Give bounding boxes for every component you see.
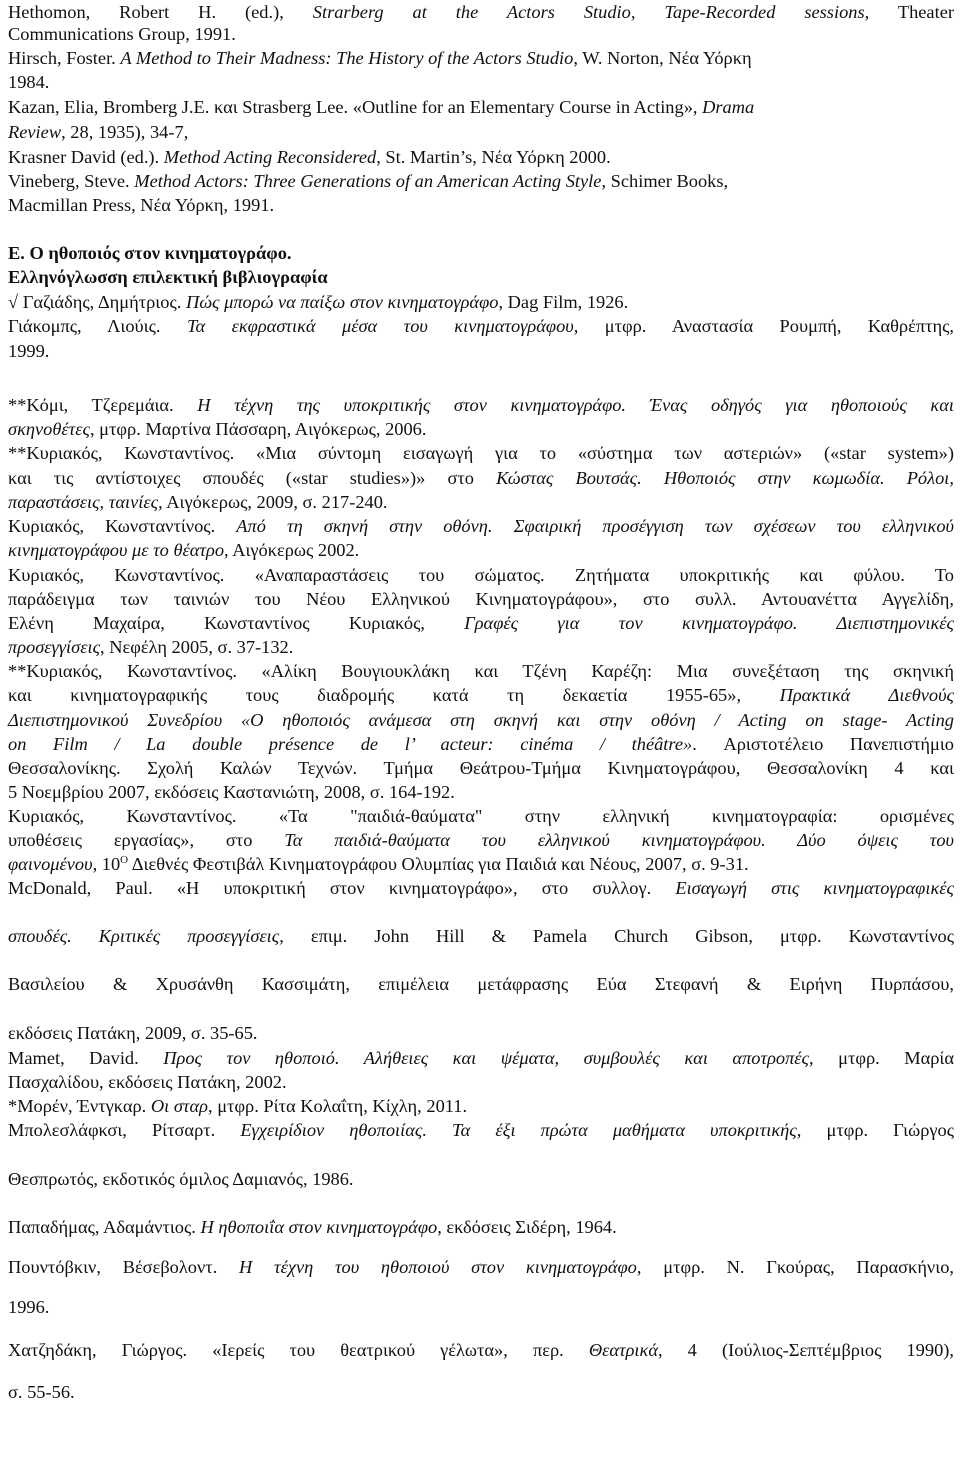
text-segment: Η τέχνη της υποκριτικής στον κινηματογράφο. Ένας οδηγός για ηθοποιούς και <box>197 395 954 415</box>
text-segment: υποθέσεις εργασίας», στο <box>8 830 285 850</box>
text-segment: Πρακτικά Διεθνούς <box>779 685 954 705</box>
text-segment: Πώς μπορώ να παίξω στον κινηματογράφο <box>185 292 499 312</box>
text-segment: , 28, 1935), 34-7, <box>61 122 189 142</box>
text-line <box>8 467 954 489</box>
text-segment: Method Actors: Three Generations of an American Acting Style <box>134 171 602 191</box>
text-segment: 1996. <box>8 1297 50 1317</box>
text-segment: , 10 <box>92 854 121 874</box>
text-segment: , 4 (Ιούλιος-Σεπτέμβριος 1990), <box>658 1340 954 1360</box>
text-line <box>8 418 426 440</box>
text-line <box>8 1381 75 1403</box>
text-segment: Krasner David (ed.). <box>8 147 164 167</box>
text-segment: 1999. <box>8 341 50 361</box>
text-segment: Drama <box>702 97 755 117</box>
text-line <box>8 612 954 634</box>
text-line <box>8 757 954 779</box>
text-segment: Θεσσαλονίκης. Σχολή Καλών Τεχνών. Τμήμα Θεάτρου-Τμήμα Κινηματογράφου, Θεσσαλονίκη 4 και <box>8 758 954 778</box>
text-segment: , μτφρ. Ν. Γκούρας, Παρασκήνιο, <box>636 1257 954 1277</box>
text-line <box>8 781 455 803</box>
text-segment: 1984. <box>8 72 50 92</box>
text-line <box>8 394 954 416</box>
text-segment: και τις αντίστοιχες σπουδές («star studies»)» στο <box>8 468 497 488</box>
text-segment: κινηματογράφου με το θέατρο <box>8 540 225 560</box>
text-segment: Από τη σκηνή στην οθόνη. Σφαιρική προσέγγιση των σχέσεων του ελληνικού <box>236 516 954 536</box>
text-segment: σ. 55-56. <box>8 1382 75 1402</box>
text-segment: Κυριακός, Κωνσταντίνος. <box>8 516 237 536</box>
text-line <box>8 47 752 69</box>
text-line <box>8 266 328 288</box>
text-segment: Γραφές για τον κινηματογράφο. Διεπιστημονικές <box>464 613 954 633</box>
text-line <box>8 1216 617 1238</box>
text-segment: φαινομένου <box>8 854 93 874</box>
text-line <box>8 539 359 561</box>
text-segment: Εισαγωγή στις κινηματογραφικές <box>675 878 954 898</box>
text-line <box>8 242 292 264</box>
text-segment: Γιάκομπς, Λιούις. <box>8 316 187 336</box>
text-segment: , Schimer Books, <box>601 171 729 191</box>
text-segment: Kazan, Elia, Bromberg J.E. και Strasberg Lee. «Outline for an Elementary Course in Acting», <box>8 97 703 117</box>
text-line <box>8 877 954 899</box>
text-segment: επιμ. John Hill & Pamela Church Gibson, μτφρ. Κωνσταντίνος <box>283 926 954 946</box>
text-segment: Πουντόβκιν, Βέσεβολοντ. <box>8 1257 240 1277</box>
text-line <box>8 291 628 313</box>
text-line <box>8 315 954 337</box>
text-line <box>8 973 954 995</box>
text-segment: Mamet, David. <box>8 1048 164 1068</box>
text-line <box>8 1022 258 1044</box>
text-segment: Strarberg at the Actors Studio, Tape-Recorded sessions <box>312 2 865 22</box>
text-segment: on Film / La double présence de l’ acteur: cinéma / théâtre» <box>8 734 693 754</box>
text-line <box>8 1339 954 1361</box>
text-segment: Κώστας Βουτσάς. Ηθοποιός στην κωμωδία. Ρόλοι, <box>496 468 954 488</box>
text-line <box>8 829 954 851</box>
text-line <box>8 96 754 118</box>
text-segment: Τα εκφραστικά μέσα του κινηματογράφου <box>186 316 574 336</box>
text-segment: Η τέχνη του ηθοποιού στον κινηματογράφο <box>239 1257 637 1277</box>
text-segment: , μτφρ. Γιώργος <box>796 1120 954 1140</box>
text-segment: εκδόσεις Πατάκη, 2009, σ. 35-65. <box>8 1023 258 1043</box>
text-segment: , St. Martin’s, Νέα Υόρκη 2000. <box>376 147 611 167</box>
text-segment: και κινηματογραφικής τους διαδρομής κατά τη δεκαετία 1955-65», <box>8 685 780 705</box>
text-segment: Κυριακός, Κωνσταντίνος. «Τα "παιδιά-θαύματα" στην ελληνική κινηματογραφία: ορισμένες <box>8 806 954 826</box>
text-segment: . Αριστοτέλειο Πανεπιστήμιο <box>692 734 954 754</box>
text-segment: Βασιλείου & Χρυσάνθη Κασσιμάτη, επιμέλεια μετάφρασης Εύα Στεφανή & Ειρήνη Πυρπάσου, <box>8 974 954 994</box>
text-line <box>8 709 954 731</box>
text-segment: Διεθνές Φεστιβάλ Κινηματογράφου Ολυμπίας για Παιδιά και Νέους, 2007, σ. 9-31. <box>128 854 749 874</box>
text-line <box>8 853 749 875</box>
text-line <box>8 194 274 216</box>
text-segment: Οι σταρ <box>150 1096 208 1116</box>
text-segment: , εκδόσεις Σιδέρη, 1964. <box>437 1217 617 1237</box>
text-segment: , Νεφέλη 2005, σ. 37-132. <box>100 637 294 657</box>
text-segment: **Κυριακός, Κωνσταντίνος. «Μια σύντομη εισαγωγή για το «σύστημα των αστεριών» («star system») <box>8 443 954 463</box>
text-line <box>8 588 954 610</box>
text-segment: √ Γαζιάδης, Δημήτριος. <box>8 292 186 312</box>
text-line <box>8 442 954 464</box>
text-segment: , Αιγόκερως, 2009, σ. 217-240. <box>158 492 388 512</box>
text-segment: A Method to Their Madness: The History of the Actors Studio <box>120 48 574 68</box>
text-segment: Τα παιδιά-θαύματα του ελληνικού κινηματογράφου. Δύο όψεις του <box>284 830 954 850</box>
text-line <box>8 146 611 168</box>
text-segment: 5 Νοεμβρίου 2007, εκδόσεις Καστανιώτη, 2008, σ. 164-192. <box>8 782 455 802</box>
text-segment: **Κόμι, Τζερεμάια. <box>8 395 198 415</box>
text-segment: Παπαδήμας, Αδαμάντιος. <box>8 1217 201 1237</box>
text-segment: προσεγγίσεις <box>8 637 101 657</box>
text-line <box>8 23 236 45</box>
text-line <box>8 684 954 706</box>
text-line <box>8 515 954 537</box>
text-line <box>8 1 954 23</box>
text-line <box>8 1168 354 1190</box>
text-line <box>8 636 293 658</box>
text-segment: , W. Norton, Νέα Υόρκη <box>573 48 752 68</box>
text-line <box>8 1296 49 1318</box>
text-line <box>8 121 188 143</box>
text-segment: Πασχαλίδου, εκδόσεις Πατάκη, 2002. <box>8 1072 287 1092</box>
text-line <box>8 1095 467 1117</box>
text-segment: Vineberg, Steve. <box>8 171 135 191</box>
text-segment: McDonald, Paul. «Η υποκριτική στον κινηματογράφο», στο συλλογ. <box>8 878 676 898</box>
text-line <box>8 170 728 192</box>
text-segment: Ο <box>120 853 129 866</box>
text-segment: Θεατρικά <box>588 1340 658 1360</box>
text-segment: παραστάσεις, ταινίες <box>8 492 159 512</box>
text-segment: Η ηθοποιΐα στον κινηματογράφο <box>200 1217 438 1237</box>
text-segment: Hirsch, Foster. <box>8 48 121 68</box>
text-segment: Προς τον ηθοποιό. Αλήθειες και ψέματα, συμβουλές και αποτροπές <box>163 1048 810 1068</box>
text-line <box>8 71 49 93</box>
text-segment: Review <box>8 122 62 142</box>
text-line <box>8 925 954 947</box>
text-segment: Μπολεσλάφκσι, Ρίτσαρτ. <box>8 1120 241 1140</box>
text-segment: **Κυριακός, Κωνσταντίνος. «Αλίκη Βουγιουκλάκη και Τζένη Καρέζη: Μια συνεξέταση της σκηνική <box>8 661 954 681</box>
text-segment: , μτφρ. Μαρτίνα Πάσσαρη, Αιγόκερως, 2006. <box>89 419 427 439</box>
text-line <box>8 733 954 755</box>
text-segment: Κυριακός, Κωνσταντίνος. «Αναπαραστάσεις του σώματος. Ζητήματα υποκριτικής και φύλου. Το <box>8 565 954 585</box>
text-line <box>8 491 388 513</box>
text-line <box>8 660 954 682</box>
text-segment: Διεπιστημονικού Συνεδρίου «Ο ηθοποιός ανάμεσα στη σκηνή και στην οθόνη / Acting on stage- Acting <box>8 710 954 730</box>
text-line <box>8 1071 287 1093</box>
text-segment: *Μορέν, Έντγκαρ. <box>8 1096 151 1116</box>
text-segment: παράδειγμα των ταινιών του Νέου Ελληνικού Κινηματογράφου», στο συλλ. Αντουανέττα Αγγελίδη, <box>8 589 954 609</box>
text-segment: Εγχειρίδιον ηθοποιίας. Τα έξι πρώτα μαθήματα υποκριτικής <box>240 1120 797 1140</box>
text-segment: Hethomon, Robert H. (ed.), <box>8 2 313 22</box>
text-segment: Communications Group, 1991. <box>8 24 236 44</box>
text-segment: Macmillan Press, Νέα Υόρκη, 1991. <box>8 195 275 215</box>
text-segment: σκηνοθέτες <box>8 419 90 439</box>
text-segment: Χατζηδάκη, Γιώργος. «Ιερείς του θεατρικού γέλωτα», περ. <box>8 1340 589 1360</box>
text-line <box>8 1047 954 1069</box>
text-segment: , Theater <box>864 2 954 22</box>
text-line <box>8 1119 954 1141</box>
text-line <box>8 805 954 827</box>
text-segment: Ελληνόγλωσση επιλεκτική βιβλιογραφία <box>8 267 328 287</box>
text-line <box>8 340 49 362</box>
text-segment: Θεσπρωτός, εκδοτικός όμιλος Δαμιανός, 1986. <box>8 1169 354 1189</box>
text-line <box>8 1256 954 1278</box>
text-segment: , μτφρ. Ρίτα Κολαΐτη, Κίχλη, 2011. <box>208 1096 468 1116</box>
text-segment: , μτφρ. Αναστασία Ρουμπή, Καθρέπτης, <box>573 316 955 336</box>
text-segment: , Dag Film, 1926. <box>498 292 629 312</box>
text-segment: Ε. Ο ηθοποιός στον κινηματογράφο. <box>8 243 292 263</box>
text-segment: , Αιγόκερως 2002. <box>224 540 360 560</box>
text-segment: Ελένη Μαχαίρα, Κωνσταντίνος Κυριακός, <box>8 613 465 633</box>
text-segment: Method Acting Reconsidered <box>163 147 377 167</box>
text-line <box>8 564 954 586</box>
text-segment: σπουδές. Κριτικές προσεγγίσεις, <box>8 926 284 946</box>
text-segment: , μτφρ. Μαρία <box>809 1048 955 1068</box>
